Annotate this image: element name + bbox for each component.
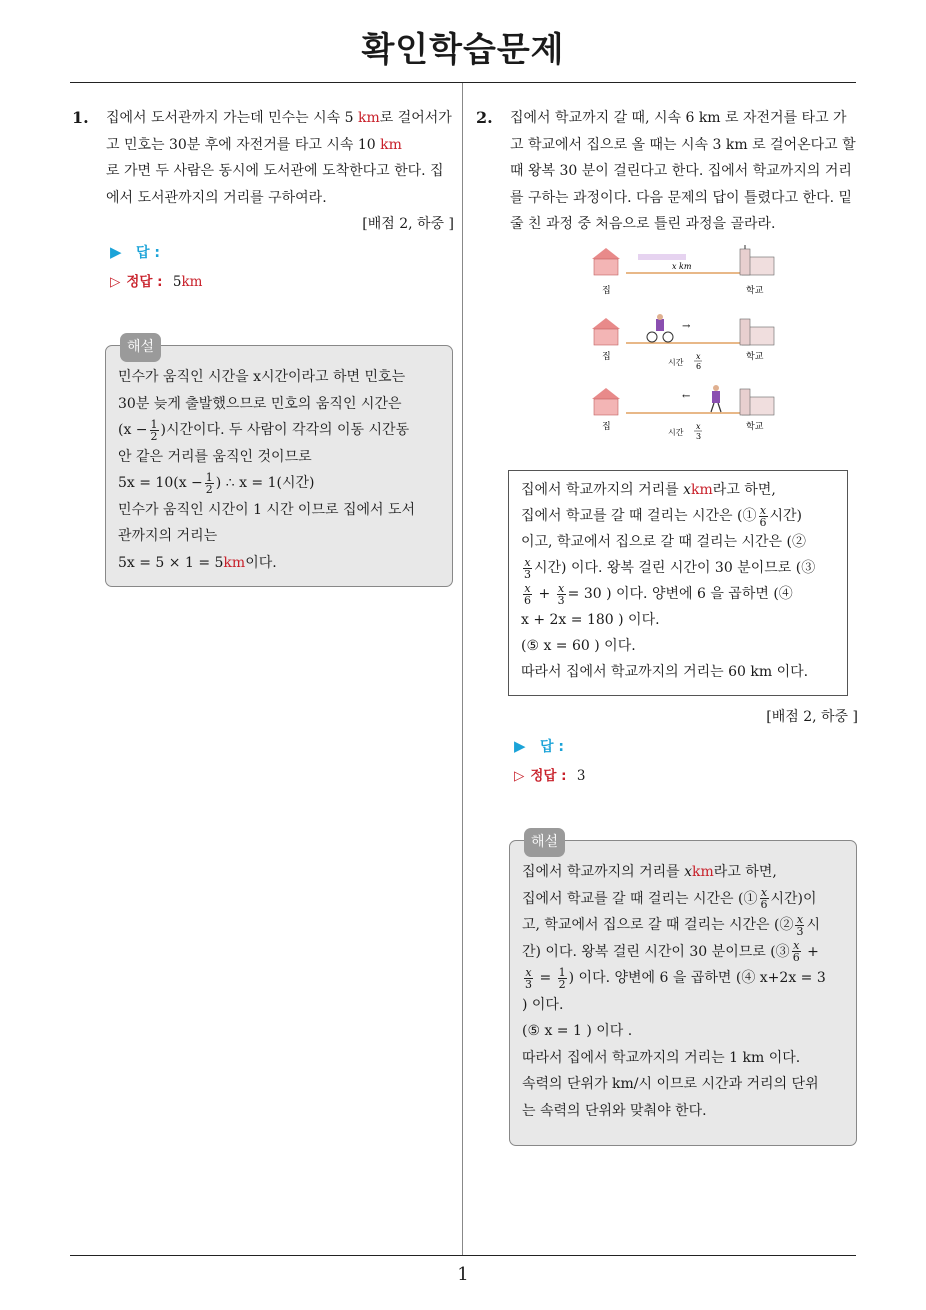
question-2 [476,105,858,238]
question-1-text-1: 집에서 도서관까지 가는데 민수는 시속 5 [106,110,354,126]
explanation-line: 따라서 집에서 학교까지의 거리는 1 km 이다. [522,1049,801,1066]
correct-label: 정답 : [126,274,163,290]
question-1-explanation [105,339,453,587]
arrow-left-icon: ← [682,391,691,402]
process-line: (⑤ x = 60 ) 이다. [521,638,636,654]
answer-label: 답 : [136,245,160,261]
explanation-line: 민수가 움직인 시간이 1 시간 이므로 집에서 도서 [118,501,416,518]
solution-process-box: 집에서 학교까지의 거리를 xkm라고 하면, 집에서 학교를 갈 때 걸리는 시간은 (① $\frac{x}{6}$ 시간) 이고, 학교에서 집으로 갈 때 걸리는 시간은 (② $\frac{x}{3}$ 시간) 이다. 왕복 걸린 시간이 30 분이므로 (③ $\frac{x}{6}$ + $\frac{x}{3}$ = 30 ) 이다. 양변에 6 을 곱하면 (④ x + 2x = 180 ) 이다. (⑤ x = 60 ) 이다. 따라서 집에서 학교까지의 거리는 60 km 이다. [508,470,848,696]
school-label-2: 학교 [746,352,764,362]
question-1 [72,105,454,238]
school-label-3: 학교 [746,422,764,432]
explanation-text: 간) 이다. 왕복 걸린 시간이 30 분이므로 (③ [522,943,790,960]
process-var: x [683,482,692,498]
question-1-correct-row [110,270,202,290]
process-line: 따라서 집에서 학교까지의 거리는 60 km 이다. [521,664,809,680]
explanation-line: 민수가 움직인 시간을 x시간이라고 하면 민호는 [118,369,406,385]
correct-value: 3 [576,768,586,784]
fraction-x-over-6: $\frac{x}{6}$ [524,581,531,607]
travel-diagram [590,245,780,445]
play-triangle-icon: ▶ [110,243,122,261]
question-1-answer-row [110,242,160,262]
question-2-correct-row [514,764,585,784]
time-label-2: 시간 [668,428,684,437]
question-2-answer-row [514,736,564,756]
question-2-score: [배점 2, 하중 ] [766,709,858,725]
home-label-1: 집 [602,286,611,296]
home-label-3: 집 [602,422,611,432]
explanation-text: ) 이다. 양변에 6 을 곱하면 (④ x+2x = 3 [568,970,826,986]
fraction-one-half: $\frac{1}{2}$ [150,417,158,443]
question-1-text-2: 로 걸어서가고 민호는 30분 후에 자전거를 타고 시속 10 [106,110,452,153]
school-icon [740,245,774,275]
explanation-text: ) ∴ x = 1(시간) [215,475,315,491]
fraction-x-over-3: $\frac{x}{3}$ [525,965,532,991]
top-rule [70,82,856,83]
explanation-line: 속력의 단위가 km/시 이므로 시간과 거리의 단위 [522,1076,819,1092]
fraction-x-over-3: $\frac{x}{3}$ [796,912,804,938]
question-2-number: 2. [476,108,493,127]
explanation-text: (x − [118,422,148,438]
bottom-rule [70,1255,856,1256]
explanation-line: 는 속력의 단위와 맞춰야 한다. [522,1102,707,1119]
explanation-line: 관까지의 거리는 [118,528,218,544]
explanation-text: )시간이다. 두 사람이 각각의 이동 시간동 [160,422,410,438]
explanation-text: 5x = 10(x − [118,475,203,491]
time-label-1: 시간 [668,358,684,367]
page-title: 확인학습문제 [361,30,565,70]
correct-label: 정답 : [530,768,567,784]
correct-unit: km [181,274,203,290]
explanation-tag: 해설 [120,333,161,362]
fraction-x-over-6: $\frac{x}{6}$ [760,886,768,911]
process-text: 집에서 학교까지의 거리를 [521,482,679,498]
process-text: 집에서 학교를 갈 때 걸리는 시간은 (① [521,508,757,524]
walker-icon [711,385,721,412]
outline-triangle-icon: ▷ [110,274,121,290]
distance-label: x km [672,262,692,271]
column-divider [462,83,463,1255]
question-2-explanation: 해설 집에서 학교까지의 거리를 xkm라고 하면, 집에서 학교를 갈 때 걸리는 시간은 (① $\frac{x}{6}$ 시간)이 고, 학교에서 집으로 갈 때 걸리는 시간은 (② $\frac{x}{3}$ 시 간) 이다. 왕복 걸린 시간이 30 분이므로 (③ $\frac{x}{6}$ + $\frac{x}{3}$ = $\frac{1}{2}$ ) 이다. 양변에 6 을 곱하면 (④ x+2x = 3 ) 이다. (⑤ x = 1 ) 이다 . 따라서 집에서 학교까지의 거리는 1 km 이다. 속력의 단위가 km/시 이므로 시간과 거리의 단위 는 속력의 단위와 맞춰야 한다. [509,840,857,1146]
question-2-text: 집에서 학교까지 갈 때, 시속 6 km 로 자전거를 타고 가고 학교에서 집으로 올 때는 시속 3 km 로 걸어온다고 할 때 왕복 30 분이 걸린다고 한다. 집에서 학교까지의 거리를 구하는 과정이다. 다음 문제의 답이 틀렸다고 한다. 밑줄 친 과정 중 처음으로 틀린 과정을 골라라. [510,110,856,232]
explanation-text: 집에서 학교를 갈 때 걸리는 시간은 (① [522,890,758,907]
fraction-one-half: $\frac{1}{2}$ [558,965,566,991]
time-1-numerator: x [696,352,701,361]
question-1-score: [배점 2, 하중 ] [362,216,454,232]
process-text: 라고 하면, [712,482,776,498]
house-icon [592,248,620,275]
answer-label: 답 : [540,739,564,755]
question-1-text-3: 로 가면 두 사람은 동시에 도서관에 도착한다고 한다. 집에서 도서관까지의 거리를 구하여라. [106,163,444,206]
explanation-text: 시간)이 [770,890,817,907]
explanation-unit: km [223,554,246,571]
fraction-x-over-6: $\frac{x}{6}$ [792,939,800,964]
question-1-unit-b: km [380,136,402,153]
explanation-tag: 해설 [524,828,565,857]
explanation-text: 시 [806,917,820,933]
explanation-text: 라고 하면, [713,864,777,880]
explanation-unit: km [692,864,714,880]
process-text: 시간) 이다. 왕복 걸린 시간이 30 분이므로 (③ [534,560,816,576]
bicycle-icon [647,314,673,342]
fraction-one-half: $\frac{1}{2}$ [205,470,213,496]
process-unit: km [691,482,713,498]
time-2-numerator: x [696,422,701,431]
question-1-unit-a: km [358,110,380,126]
time-1-denominator: 6 [696,362,702,371]
explanation-line: ) 이다. [522,996,564,1013]
home-label-2: 집 [602,352,611,362]
process-text: 시간) [769,508,803,524]
question-2-score-row [510,704,858,731]
play-triangle-icon: ▶ [514,737,526,755]
process-line: 이고, 학교에서 집으로 갈 때 걸리는 시간은 (② [521,534,806,550]
question-1-number: 1. [72,108,89,127]
fraction-x-over-3: $\frac{x}{3}$ [557,581,565,607]
fraction-x-over-6: $\frac{x}{6}$ [759,503,767,529]
correct-value: 5 [172,274,182,290]
outline-triangle-icon: ▷ [514,768,525,784]
explanation-text: 5x = 5 × 1 = 5 [118,554,224,571]
explanation-line: (⑤ x = 1 ) 이다 . [522,1023,633,1039]
school-label-1: 학교 [746,286,764,296]
page-number: 1 [457,1264,469,1285]
explanation-line: 안 같은 거리를 움직인 것이므로 [118,448,312,465]
explanation-line: 30분 늦게 출발했으므로 민호의 움직인 시간은 [118,395,402,412]
process-text: = 30 ) 이다. 양변에 6 을 곱하면 (④ [567,586,793,602]
explanation-text: 고, 학교에서 집으로 갈 때 걸리는 시간은 (② [522,917,794,933]
fraction-x-over-3: $\frac{x}{3}$ [524,555,531,581]
explanation-text: 집에서 학교까지의 거리를 [522,864,680,880]
arrow-right-icon: → [682,321,691,332]
process-line: x + 2x = 180 ) 이다. [521,612,660,628]
explanation-text: 이다. [245,554,277,571]
time-2-denominator: 3 [696,432,702,441]
